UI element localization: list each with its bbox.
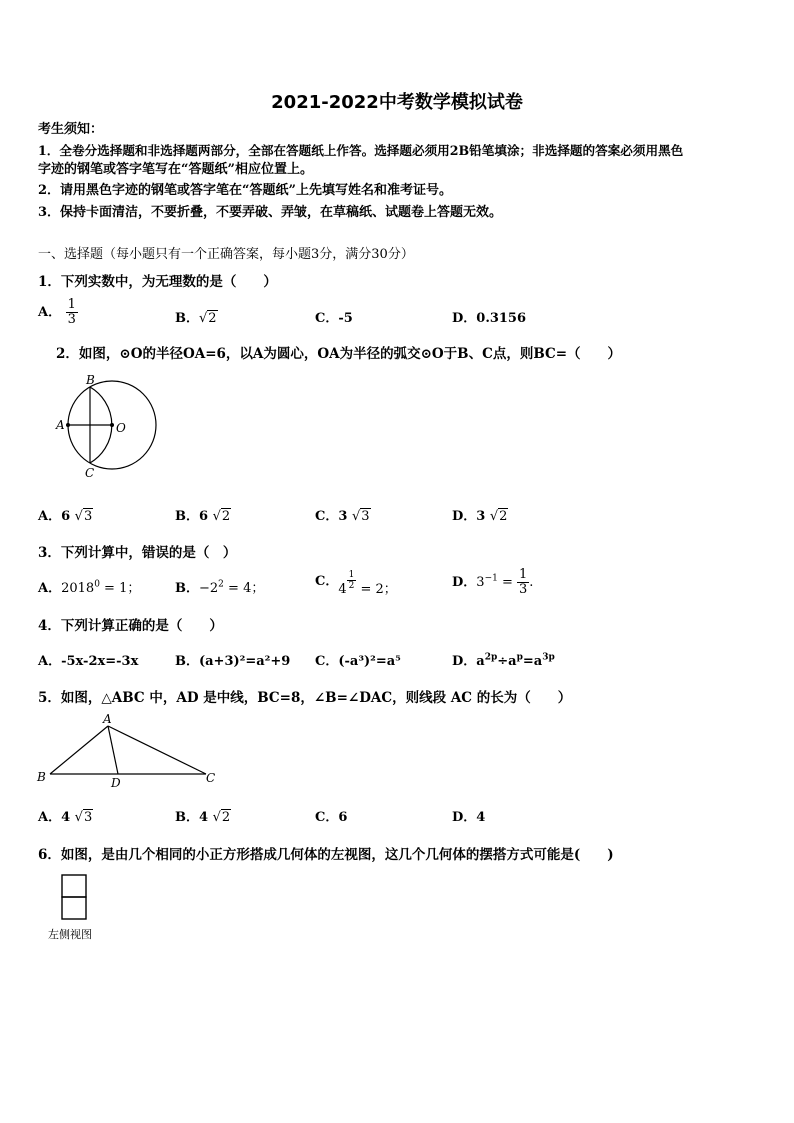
notice-heading: 考生须知： [38,122,104,137]
radicand: 2 [499,509,508,524]
expr-base: 2018 [61,581,95,596]
period: . [529,575,534,590]
option-d-part: =a [522,654,543,669]
q4-option-c: C．(-a³)²=a⁵ [315,654,401,669]
q5-option-c: C．6 [315,810,348,825]
notice-line-2: 2．请用黑色字迹的钢笔或答字笔在“答题纸”上先填写姓名和准考证号。 [38,183,453,198]
q5-option-b [175,806,231,825]
radicand: 3 [83,810,93,825]
question-1-stem: 1．下列实数中，为无理数的是（ ） [38,274,277,290]
q2-option-b [175,505,231,524]
label-a: A [56,418,65,432]
q3-option-c [315,570,397,597]
notice-line-3: 3．保持卡面清洁，不要折叠，不要弄破、弄皱，在草稿纸、试题卷上答题无效。 [38,205,503,220]
denominator: 3 [67,312,76,327]
notice-line-1: 1．全卷分选择题和非选择题两部分，全部在答题纸上作答。选择题必须用2B铅笔填涂；非选择题的答案必须用黑色 [38,143,684,158]
expr-base: 4 [338,582,347,597]
numerator: 1 [348,570,355,580]
exam-title: 2021-2022中考数学模拟试卷 [271,92,523,113]
option-label: C．3 [315,509,348,524]
option-label: D． [452,575,477,590]
notice-line-1b: 字迹的钢笔或答字笔写在“答题纸”相应位置上。 [38,162,313,177]
square-top [62,875,86,897]
exponent: −1 [484,573,498,584]
point-a [66,423,70,427]
fraction [517,568,529,597]
option-label: B．6 [175,509,209,524]
radicand: 2 [208,311,217,326]
label-a: A [103,712,112,726]
expr-rest: = 4； [223,581,265,596]
q3-option-d [452,568,533,597]
label-d: D [111,776,121,790]
sqrt: √3 [74,810,93,825]
option-d-part: ÷a [497,654,517,669]
equals: = [497,575,518,590]
q5-option-d: D．4 [452,810,486,825]
point-o [110,423,114,427]
numerator: 1 [67,297,76,312]
side-ac [108,726,206,774]
denominator: 2 [348,581,355,591]
option-label: B．4 [175,810,209,825]
q4-option-a: A．-5x-2x=-3x [38,654,139,669]
fractional-exponent [347,570,357,591]
sqrt: √2 [212,509,231,524]
question-3-stem: 3．下列计算中，错误的是（ ） [38,545,237,561]
sqrt: √2 [199,311,217,326]
option-label: D．3 [452,509,486,524]
option-label: B． [175,311,199,326]
q3-option-b [175,577,264,596]
q6-figure-caption: 左侧视图 [48,928,92,941]
expr-rest: = 2； [356,582,397,597]
question-2-stem: 2．如图，⊙O的半径OA=6，以A为圆心，OA为半径的弧交⊙O于B、C点，则BC=（ ） [56,346,622,362]
radicand: 3 [83,509,93,524]
q4-option-b: B．(a+3)²=a²+9 [175,654,291,669]
q6-left-view-figure [56,873,92,921]
section-heading: 一、选择题（每小题只有一个正确答案，每小题3分，满分30分） [38,247,414,262]
q2-option-d [452,505,508,524]
side-ab [50,726,108,774]
exponent: 2p [484,652,498,663]
question-4-stem: 4．下列计算正确的是（ ） [38,618,223,634]
label-b: B [37,770,46,784]
radicand: 3 [361,509,370,524]
q1-option-c: C．-5 [315,311,353,326]
expr-base: 3 [476,575,485,590]
sqrt: √3 [74,509,93,524]
square-bottom [62,897,86,919]
exponent: 0 [94,579,100,590]
q1-option-d: D．0.3156 [452,311,527,326]
numerator: 1 [519,567,528,582]
expr-base: −2 [199,581,219,596]
question-6-stem: 6．如图，是由几个相同的小正方形搭成几何体的左视图，这几个几何体的摆搭方式可能是( ) [38,847,614,863]
median-ad [108,726,118,774]
expr-rest: = 1； [99,581,141,596]
label-c: C [85,466,95,480]
label-c: C [206,771,216,785]
q2-option-c [315,505,371,524]
q4-option-d [452,650,555,669]
option-label: A．6 [38,509,71,524]
sqrt: √2 [489,509,508,524]
exponent: 2 [218,579,224,590]
q1-option-b [175,307,218,326]
exponent: p [516,652,523,663]
denominator: 3 [519,582,528,597]
q5-option-a [38,806,93,825]
exponent: 3p [542,652,555,663]
q2-option-a [38,505,93,524]
fraction [66,298,78,327]
option-d-part: D．a [452,654,485,669]
radicand: 2 [221,509,231,524]
option-label: C． [315,574,339,589]
q5-triangle-figure [34,712,224,790]
label-o: O [116,421,126,435]
q2-circle-figure [52,370,162,482]
sqrt: √2 [212,810,231,825]
q3-option-a [38,577,140,596]
label-b: B [86,373,95,387]
option-label: A．4 [38,810,71,825]
q1-option-a [38,298,78,327]
option-label: A． [38,305,62,320]
sqrt: √3 [351,509,370,524]
question-5-stem: 5．如图，△ABC 中，AD 是中线，BC=8，∠B=∠DAC，则线段 AC 的长为（ ） [38,690,572,706]
radicand: 2 [221,810,231,825]
option-label: B． [175,581,199,596]
option-label: A． [38,581,62,596]
